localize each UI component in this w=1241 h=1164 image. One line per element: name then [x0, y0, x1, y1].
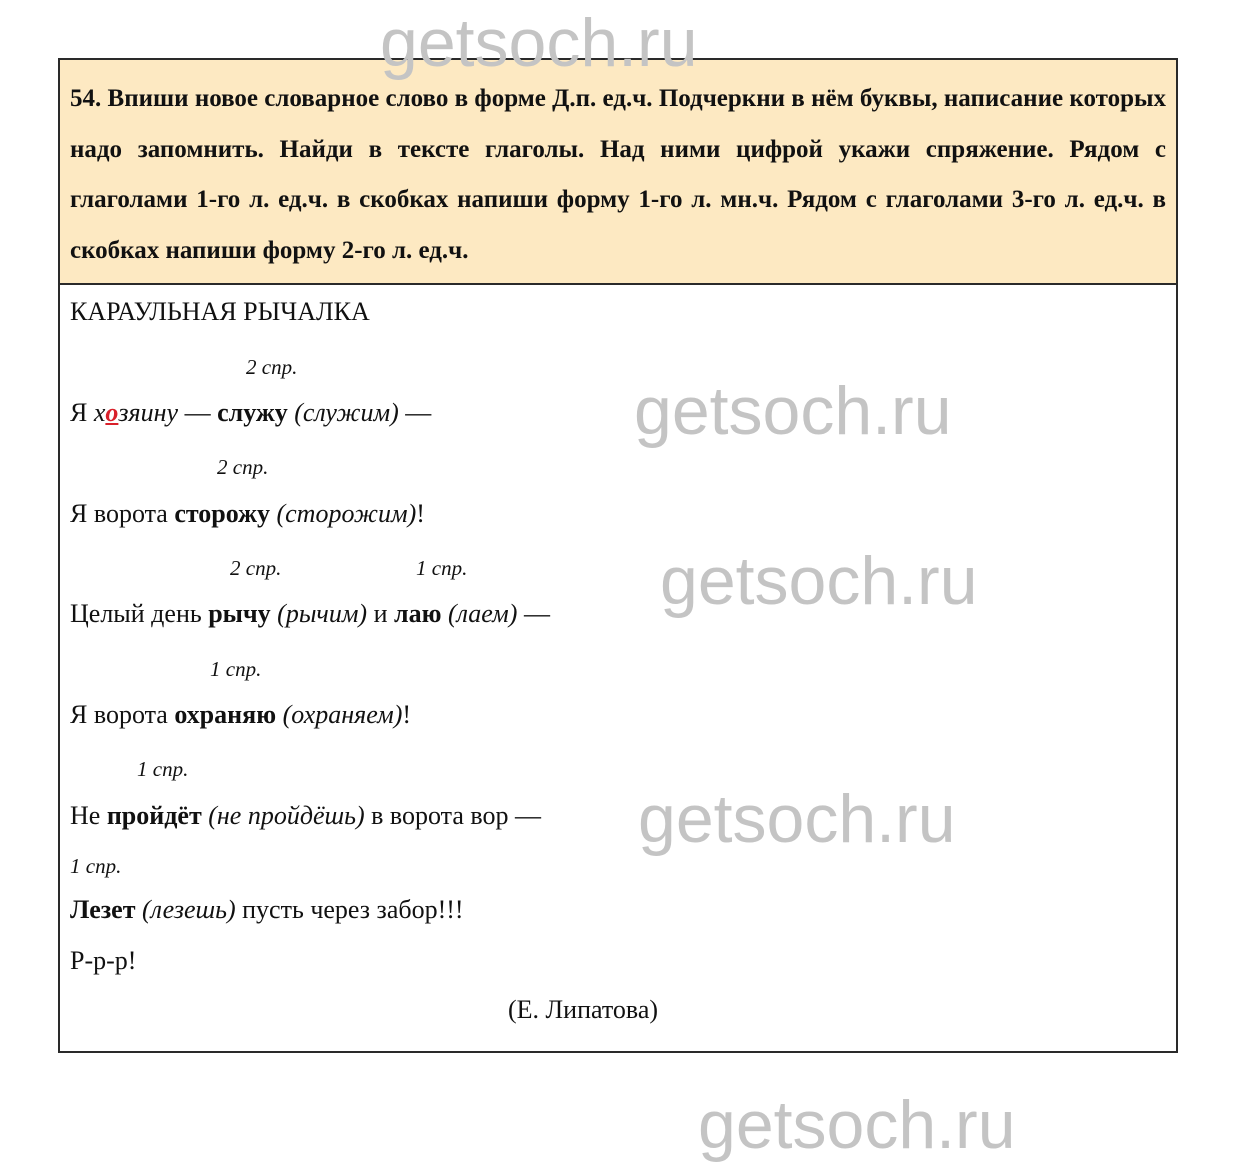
task-header	[60, 60, 1176, 285]
poem-line-5: Не пройдёт (не пройдёшь) в ворота вор —	[70, 801, 541, 830]
exercise-card	[58, 58, 1178, 1053]
watermark: getsoch.ru	[698, 1087, 1016, 1163]
highlighted-letter: о	[105, 398, 119, 427]
poem-line-6: Лезет (лезешь) пусть через забор!!!	[70, 895, 464, 924]
verb: лаю	[394, 599, 442, 628]
verb: Лезет	[70, 895, 136, 924]
poem-line-1: Я хозяину — служу (служим) —	[70, 398, 432, 427]
watermark: getsoch.ru	[638, 781, 956, 857]
verb: сторожу	[174, 499, 270, 528]
poem-line-3: Целый день рычу (рычим) и лаю (лаем) —	[70, 599, 550, 628]
poem-title: КАРАУЛЬНАЯ РЫЧАЛКА	[70, 297, 370, 326]
verb-form: (служим)	[294, 398, 399, 427]
verb-form: (сторожим)	[276, 499, 417, 528]
poem-line-2: Я ворота сторожу (сторожим)!	[70, 499, 425, 528]
verb-form: (охраняем)	[282, 700, 403, 729]
poem-line-4: Я ворота охраняю (охраняем)!	[70, 700, 412, 729]
verb-form: (лезешь)	[142, 895, 236, 924]
verb: служу	[217, 398, 288, 427]
conjugation-note: 1 спр.	[137, 757, 189, 781]
conjugation-note: 2 спр.	[246, 355, 298, 379]
watermark: getsoch.ru	[634, 373, 952, 449]
task-text: 54. Впиши новое словарное слово в форме Д.п. ед.ч. Подчеркни в нём буквы, написание которых надо запомнить. Найди в тексте глаголы. Над ними цифрой укажи спряжение. Рядом с глаголами 1-го л. ед.ч. в скобках напиши форму 1-го л. мн.ч. Рядом с глаголами 3-го л. ед.ч. в скобках напиши форму 2-го л. ед.ч.	[70, 85, 1166, 264]
verb: охраняю	[174, 700, 277, 729]
verb-form: (лаем)	[447, 599, 518, 628]
conjugation-note: 2 спр.	[217, 455, 269, 479]
watermark: getsoch.ru	[660, 543, 978, 619]
conjugation-note: 1 спр.	[70, 854, 122, 878]
conjugation-note: 1 спр.	[210, 657, 262, 681]
poem-author: (Е. Липатова)	[508, 995, 659, 1024]
conjugation-note: 2 спр.	[230, 556, 282, 580]
verb-form: (не пройдёшь)	[208, 801, 365, 830]
verb-form: (рычим)	[277, 599, 368, 628]
conjugation-note: 1 спр.	[416, 556, 468, 580]
verb: рычу	[208, 599, 271, 628]
verb: пройдёт	[106, 801, 202, 830]
poem-line-7: Р-р-р!	[70, 946, 137, 975]
watermark: getsoch.ru	[380, 5, 698, 81]
